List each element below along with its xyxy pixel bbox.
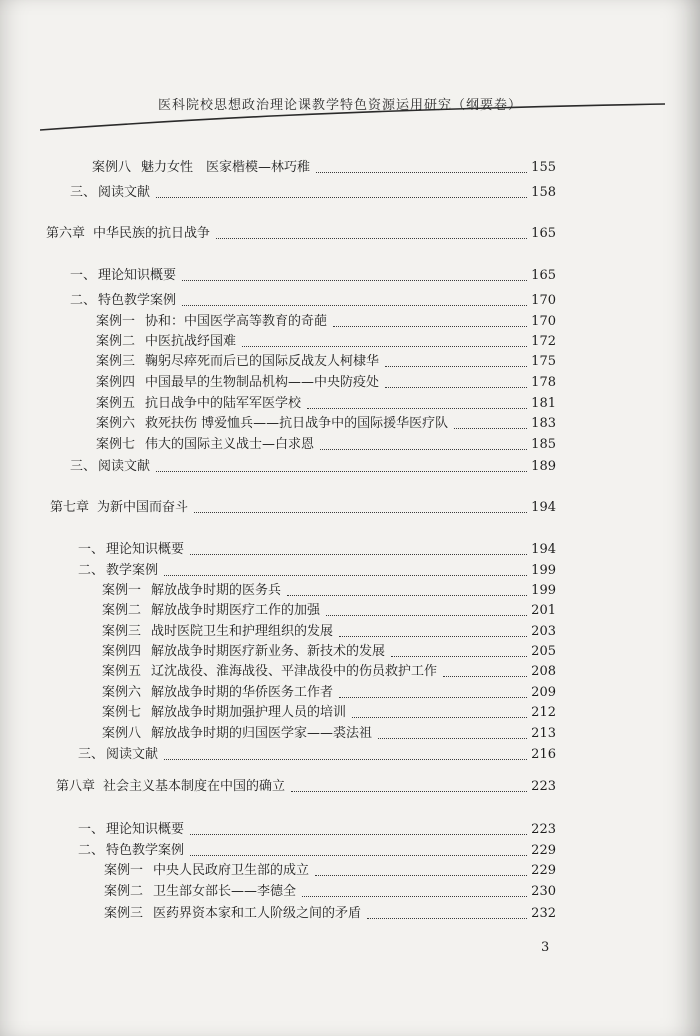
toc-entry-title: 社会主义基本制度在中国的确立 xyxy=(103,779,286,794)
toc-entry-page: 194 xyxy=(531,500,556,515)
dot-leader xyxy=(242,345,527,347)
toc-entry-title: 特色教学案例 xyxy=(98,293,177,308)
running-header: 医科院校思想政治理论课教学特色资源运用研究（纲要卷） xyxy=(157,98,522,113)
toc-entry-page: 199 xyxy=(531,563,556,578)
toc-entry-title: 鞠躬尽瘁死而后已的国际反战友人柯棣华 xyxy=(145,354,380,369)
toc-entry-label: 案例八 xyxy=(102,726,142,741)
toc-entry-label: 案例三 xyxy=(104,906,144,921)
toc-entry-label: 案例一 xyxy=(104,863,144,878)
toc-entry-label: 案例三 xyxy=(102,624,142,639)
toc-entry-label: 第六章 xyxy=(46,226,86,241)
toc-entry-title: 解放战争时期医疗工作的加强 xyxy=(151,603,321,618)
toc-entry-section xyxy=(78,563,556,579)
dot-leader xyxy=(156,196,527,198)
toc-entry-title: 解放战争时期的医务兵 xyxy=(151,583,282,598)
toc-entry-title: 协和：中国医学高等教育的奇葩 xyxy=(145,314,328,329)
toc-entry-title: 卫生部女部长——李德全 xyxy=(153,884,297,899)
toc-entry-label: 案例八 xyxy=(92,160,132,175)
toc-entry-label: 三、 xyxy=(70,185,97,200)
toc-entry-case xyxy=(96,416,556,432)
toc-entry-title: 医药界资本家和工人阶级之间的矛盾 xyxy=(153,906,362,921)
toc-entry-title: 解放战争时期的归国医学家——裘法祖 xyxy=(151,726,373,741)
toc-entry-title: 中医抗战纾国难 xyxy=(145,334,237,349)
dot-leader xyxy=(216,237,527,239)
toc-entry-label: 第七章 xyxy=(50,500,90,515)
toc-entry-title: 辽沈战役、淮海战役、平津战役中的伤员救护工作 xyxy=(151,664,438,679)
toc-entry-title: 理论知识概要 xyxy=(106,542,185,557)
toc-entry-title: 阅读文献 xyxy=(106,747,159,762)
dot-leader xyxy=(385,386,527,388)
toc-entry-page: 216 xyxy=(531,747,556,762)
toc-entry-case xyxy=(102,664,556,680)
toc-entry-case xyxy=(96,334,556,350)
dot-leader xyxy=(378,737,527,739)
toc-entry-label: 案例四 xyxy=(96,375,136,390)
toc-entry-section xyxy=(70,293,556,309)
dot-leader xyxy=(302,895,527,897)
toc-entry-page: 175 xyxy=(531,354,556,369)
toc-entry-case xyxy=(92,160,556,176)
toc-entry-title: 教学案例 xyxy=(106,563,159,578)
toc-entry-title: 理论知识概要 xyxy=(98,268,177,283)
toc-entry-title: 阅读文献 xyxy=(98,185,151,200)
toc-entry-case xyxy=(104,863,556,879)
toc-entry-label: 案例二 xyxy=(102,603,142,618)
dot-leader xyxy=(443,675,527,677)
toc-entry-title: 抗日战争中的陆军军医学校 xyxy=(145,396,302,411)
dot-leader xyxy=(326,614,527,616)
page-number: 3 xyxy=(541,940,550,955)
toc-entry-label: 案例二 xyxy=(96,334,136,349)
dot-leader xyxy=(315,874,527,876)
toc-entry-label: 案例三 xyxy=(96,354,136,369)
toc-entry-case xyxy=(102,726,556,742)
toc-entry-case xyxy=(104,906,556,922)
toc-entry-page: 189 xyxy=(531,459,556,474)
dot-leader xyxy=(339,696,527,698)
dot-leader xyxy=(190,553,527,555)
toc-entry-case xyxy=(96,396,556,412)
toc-entry-title: 中国最早的生物制品机构——中央防疫处 xyxy=(145,375,380,390)
toc-entry-title: 救死扶伤 博爱恤兵——抗日战争中的国际援华医疗队 xyxy=(145,416,449,431)
toc-entry-section xyxy=(70,185,556,201)
toc-entry-page: 232 xyxy=(531,906,556,921)
dot-leader xyxy=(287,594,527,596)
toc-entry-page: 213 xyxy=(531,726,556,741)
toc-entry-page: 178 xyxy=(531,375,556,390)
toc-entry-page: 229 xyxy=(531,863,556,878)
toc-entry-page: 203 xyxy=(531,624,556,639)
toc-entry-page: 230 xyxy=(531,884,556,899)
toc-entry-section xyxy=(78,747,556,763)
toc-entry-chapter xyxy=(56,779,556,795)
toc-entry-label: 二、 xyxy=(70,293,97,308)
toc-entry-label: 二、 xyxy=(78,563,105,578)
toc-entry-case xyxy=(104,884,556,900)
dot-leader xyxy=(190,854,527,856)
toc-entry-page: 209 xyxy=(531,685,556,700)
toc-entry-page: 165 xyxy=(531,268,556,283)
toc-entry-label: 案例二 xyxy=(104,884,144,899)
toc-entry-label: 案例四 xyxy=(102,644,142,659)
toc-entry-section xyxy=(70,268,556,284)
dot-leader xyxy=(316,171,527,173)
toc-entry-page: 185 xyxy=(531,437,556,452)
toc-entry-page: 212 xyxy=(531,705,556,720)
dot-leader xyxy=(164,574,527,576)
toc-entry-page: 170 xyxy=(531,314,556,329)
toc-entry-title: 中华民族的抗日战争 xyxy=(93,226,211,241)
toc-entry-case xyxy=(96,437,556,453)
toc-entry-case xyxy=(102,705,556,721)
toc-entry-case xyxy=(96,354,556,370)
toc-entry-page: 201 xyxy=(531,603,556,618)
dot-leader xyxy=(164,758,527,760)
toc-entry-page: 194 xyxy=(531,542,556,557)
toc-entry-page: 172 xyxy=(531,334,556,349)
toc-entry-label: 案例五 xyxy=(102,664,142,679)
dot-leader xyxy=(320,448,527,450)
dot-leader xyxy=(385,365,527,367)
toc-entry-label: 案例七 xyxy=(96,437,136,452)
dot-leader xyxy=(307,407,527,409)
dot-leader xyxy=(182,304,527,306)
dot-leader xyxy=(339,635,527,637)
toc-entry-case xyxy=(102,644,556,660)
toc-entry-page: 223 xyxy=(531,822,556,837)
toc-entry-case xyxy=(96,375,556,391)
toc-entry-case xyxy=(102,685,556,701)
toc-entry-title: 阅读文献 xyxy=(98,459,151,474)
toc-entry-page: 183 xyxy=(531,416,556,431)
toc-entry-label: 案例六 xyxy=(102,685,142,700)
dot-leader xyxy=(391,655,527,657)
toc-entry-title: 魅力女性 医家楷模—林巧稚 xyxy=(141,160,311,175)
toc-entry-label: 案例六 xyxy=(96,416,136,431)
toc-entry-label: 二、 xyxy=(78,843,105,858)
dot-leader xyxy=(367,917,527,919)
header-curve-rule xyxy=(40,102,665,134)
toc-entry-page: 199 xyxy=(531,583,556,598)
dot-leader xyxy=(352,716,527,718)
dot-leader xyxy=(291,790,527,792)
toc-entry-label: 一、 xyxy=(70,268,97,283)
toc-entry-case xyxy=(102,603,556,619)
toc-entry-title: 解放战争时期医疗新业务、新技术的发展 xyxy=(151,644,386,659)
toc-entry-page: 155 xyxy=(531,160,556,175)
toc-entry-title: 战时医院卫生和护理组织的发展 xyxy=(151,624,334,639)
toc-entry-page: 229 xyxy=(531,843,556,858)
dot-leader xyxy=(156,470,527,472)
dot-leader xyxy=(194,511,527,513)
toc-entry-title: 中央人民政府卫生部的成立 xyxy=(153,863,310,878)
toc-entry-page: 165 xyxy=(531,226,556,241)
toc-entry-page: 208 xyxy=(531,664,556,679)
dot-leader xyxy=(333,325,527,327)
dot-leader xyxy=(182,279,527,281)
toc-entry-label: 一、 xyxy=(78,542,105,557)
toc-entry-title: 为新中国而奋斗 xyxy=(97,500,189,515)
toc-entry-label: 案例七 xyxy=(102,705,142,720)
toc-entry-chapter xyxy=(50,500,556,516)
toc-entry-label: 第八章 xyxy=(56,779,96,794)
toc-entry-title: 理论知识概要 xyxy=(106,822,185,837)
toc-entry-page: 158 xyxy=(531,185,556,200)
toc-entry-title: 解放战争时期加强护理人员的培训 xyxy=(151,705,347,720)
toc-entry-title: 特色教学案例 xyxy=(106,843,185,858)
toc-entry-page: 223 xyxy=(531,779,556,794)
toc-entry-label: 案例一 xyxy=(96,314,136,329)
toc-entry-title: 解放战争时期的华侨医务工作者 xyxy=(151,685,334,700)
toc-entry-case xyxy=(102,624,556,640)
toc-entry-label: 三、 xyxy=(70,459,97,474)
toc-entry-case xyxy=(96,314,556,330)
toc-entry-page: 170 xyxy=(531,293,556,308)
toc-entry-page: 205 xyxy=(531,644,556,659)
toc-entry-label: 案例五 xyxy=(96,396,136,411)
toc-entry-label: 一、 xyxy=(78,822,105,837)
toc-entry-case xyxy=(102,583,556,599)
toc-entry-section xyxy=(78,822,556,838)
toc-entry-section xyxy=(70,459,556,475)
toc-entry-title: 伟大的国际主义战士—白求恩 xyxy=(145,437,315,452)
dot-leader xyxy=(190,833,527,835)
toc-entry-section xyxy=(78,542,556,558)
dot-leader xyxy=(454,427,527,429)
toc-entry-label: 三、 xyxy=(78,747,105,762)
toc-entry-label: 案例一 xyxy=(102,583,142,598)
toc-entry-page: 181 xyxy=(531,396,556,411)
toc-entry-chapter xyxy=(46,226,556,242)
toc-entry-section xyxy=(78,843,556,859)
